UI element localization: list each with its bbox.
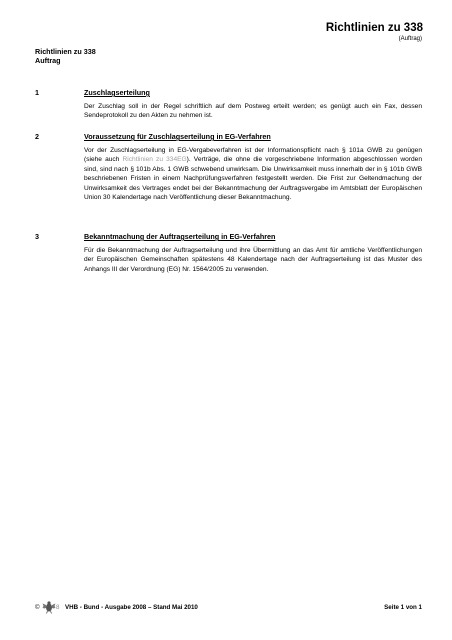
- federal-eagle-icon: [42, 600, 56, 614]
- section-body-text-b: ). Verträge, die ohne die vorgeschriebene Information abgeschlossen worden sind, sind nach § 101b Abs. 1 GWB schwebend unwirksam. Die Unwirksamkeit muss innerhalb der in § 101b GWB beschriebenen Fristen in einem Nachprüfungsverfahren festgestellt werden. Die Frist zur Geltendmachung der Unwirksamkeit des Vertrages endet bei der Bekanntmachung der Auftragsvergabe im Amtsblatt der Europäischen Union 30 Kalendertage nach Veröffentlichung dieser Bekanntmachung.: [84, 156, 423, 202]
- footer: [35, 600, 422, 614]
- richtlinien-link[interactable]: Richtlinien zu 334EG: [122, 156, 187, 164]
- section-body: [84, 146, 422, 202]
- copyright-symbol: ©: [35, 604, 40, 611]
- page-header-title: Richtlinien zu 338: [325, 22, 423, 34]
- section-number: 2: [35, 132, 39, 141]
- section-title: Bekanntmachung der Auftragserteilung in EG-Verfahren: [84, 232, 276, 241]
- footer-edition: VHB - Bund - Ausgabe 2008 – Stand Mai 2010: [65, 604, 198, 611]
- page-header-subtitle: (Auftrag): [398, 36, 422, 42]
- doc-reference-line2: Auftrag: [35, 56, 61, 65]
- doc-reference-line1: Richtlinien zu 338: [35, 47, 96, 56]
- section-body-text-a: Vor der Zuschlagserteilung in EG-Vergabeverfahren ist der Informationspflicht nach § 101a GWB zu genügen (siehe auch: [84, 147, 422, 164]
- section-number: 1: [35, 88, 39, 97]
- section-title: Voraussetzung für Zuschlagserteilung in EG-Verfahren: [84, 132, 271, 141]
- section-body: Für die Bekanntmachung der Auftragserteilung und ihre Übermittlung an das Amt für amtliche Veröffentlichungen der Europäischen Gemeinschaften spätestens 48 Kalendertage nach der Auftragserteilung ist das Muster des Anhangs III der Verordnung (EG) Nr. 1564/2005 zu verwenden.: [84, 247, 422, 273]
- section-title: Zuschlagserteilung: [84, 88, 150, 97]
- doc-reference: [35, 47, 96, 65]
- section-number: 3: [35, 232, 39, 241]
- footer-page-number: Seite 1 von 1: [384, 604, 422, 611]
- footer-year-digit: 8: [56, 604, 60, 611]
- section-body: Der Zuschlag soll in der Regel schriftlich auf dem Postweg erteilt werden; es genügt auch ein Fax, dessen Sendeprotokoll zu den Akten zu nehmen ist.: [84, 103, 422, 120]
